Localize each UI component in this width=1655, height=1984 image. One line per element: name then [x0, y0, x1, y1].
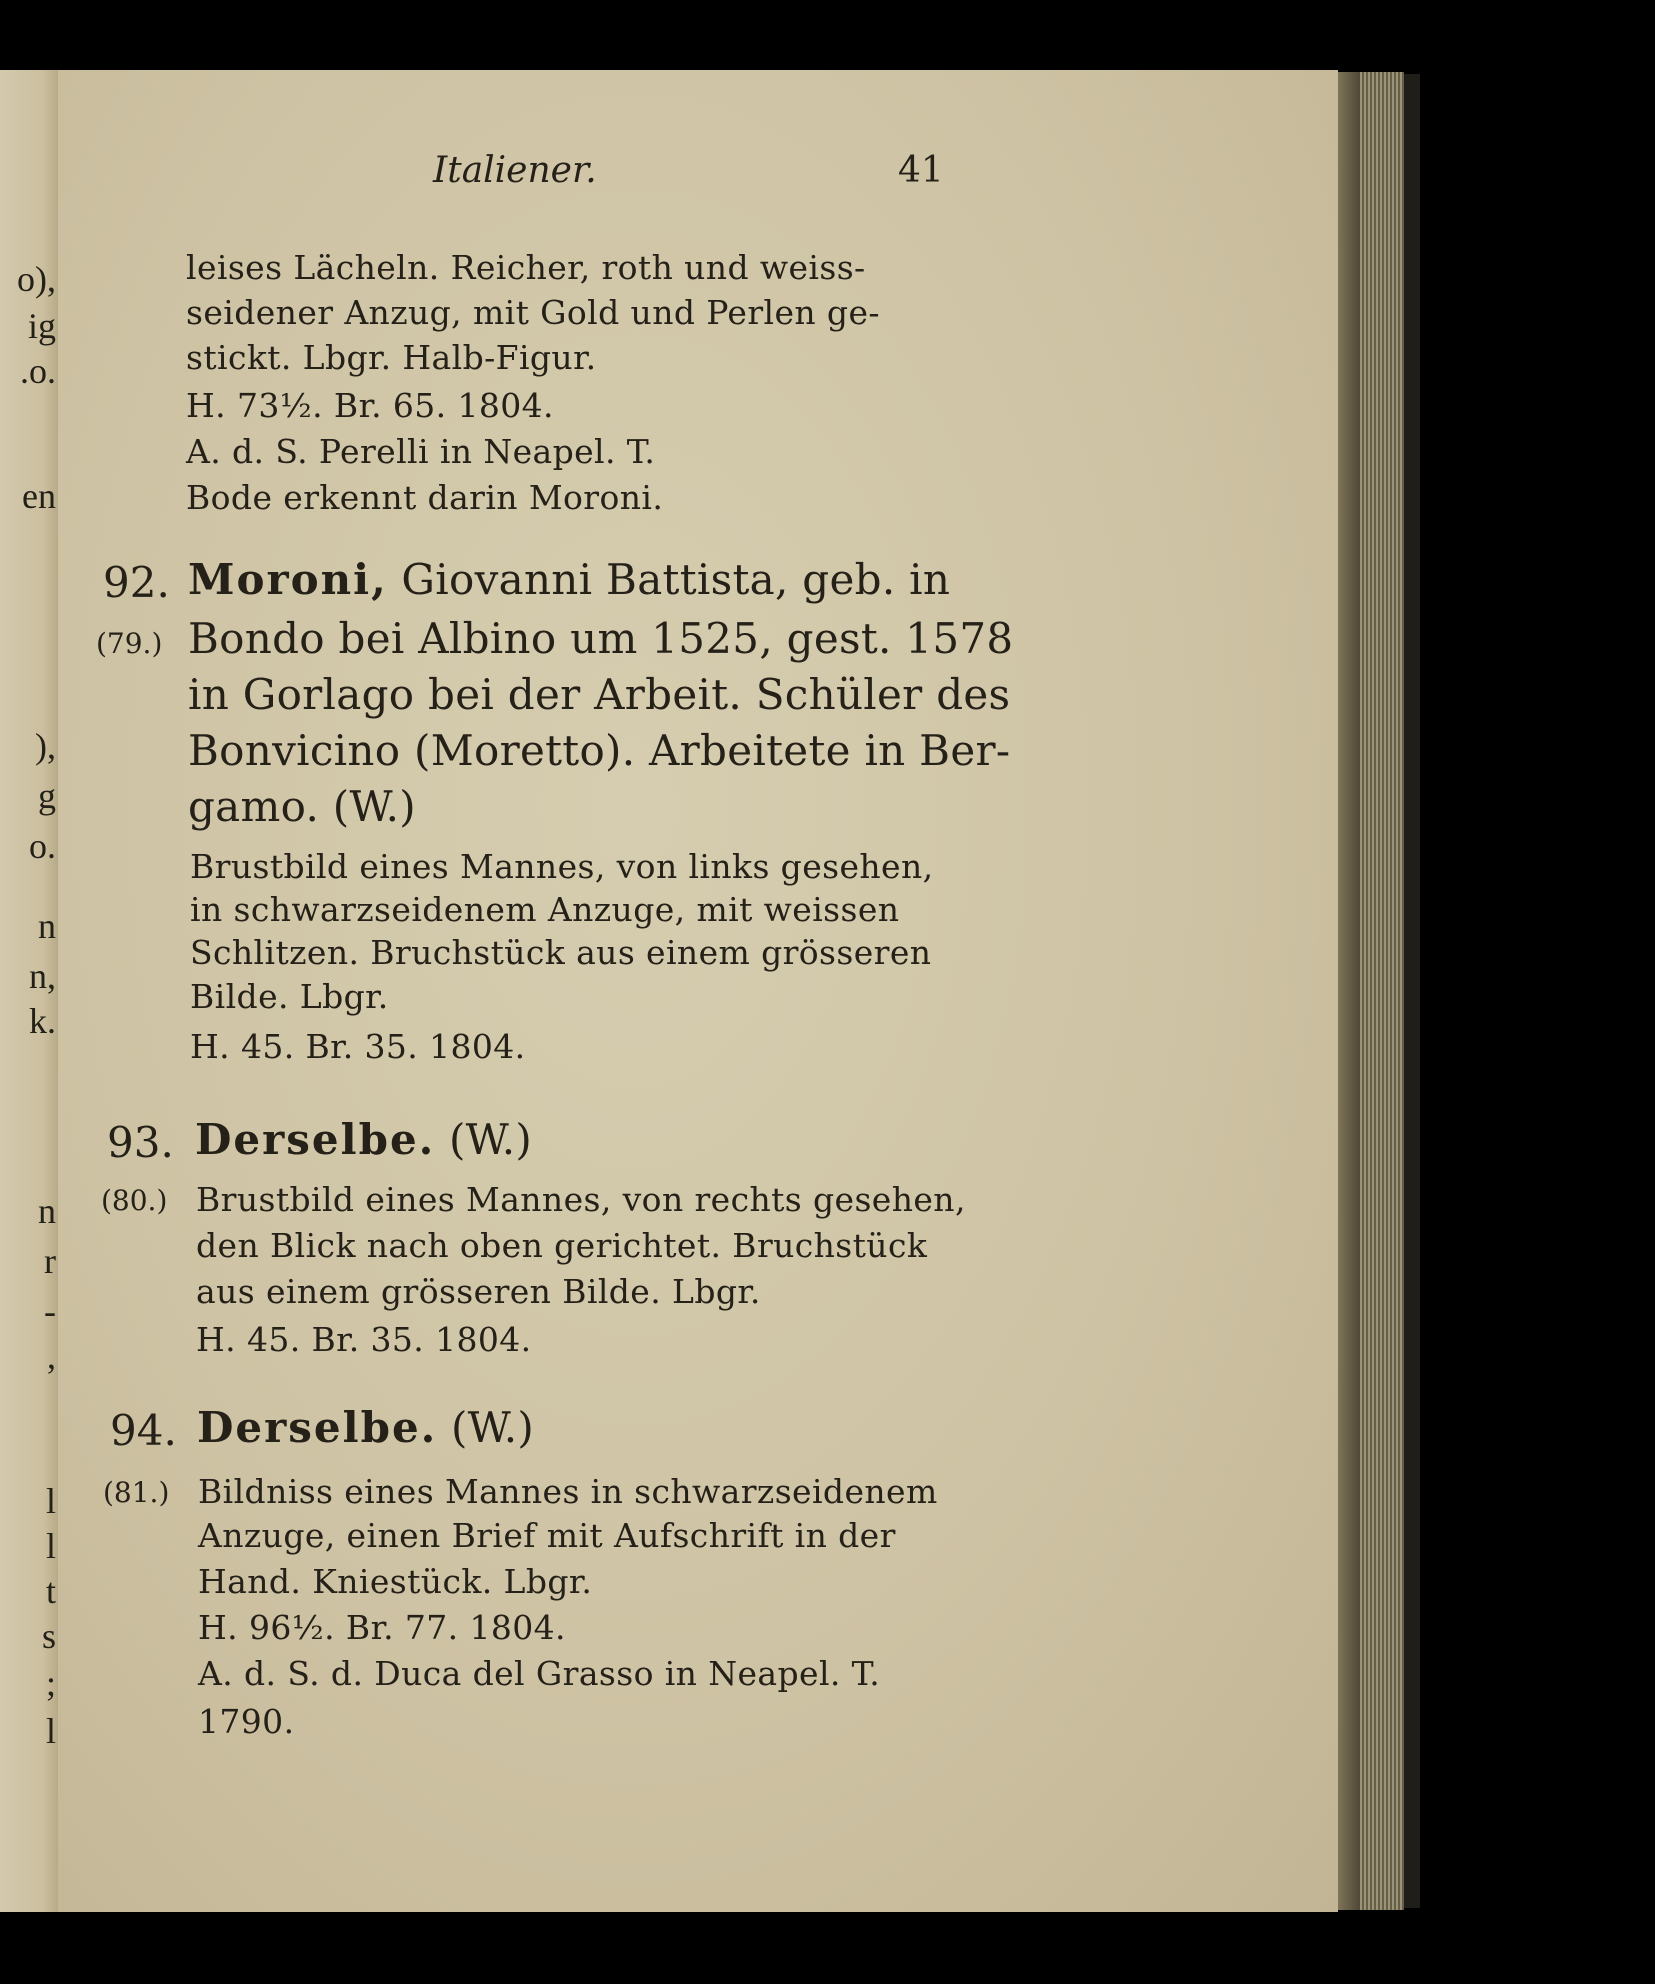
- facing-page-fragment: s: [41, 1616, 56, 1656]
- facing-page-fragment: ,: [47, 1336, 56, 1376]
- entry-heading-line: [195, 1115, 532, 1164]
- entry-heading-line: Bondo bei Albino um 1525, gest. 1578: [188, 614, 1014, 663]
- book-cover-edge: [1404, 74, 1420, 1908]
- artist-details: Giovanni Battista, geb. in: [401, 555, 951, 604]
- entry-number: 94.: [110, 1406, 177, 1455]
- old-entry-number: (81.): [103, 1476, 170, 1509]
- facing-page-edge: [0, 70, 58, 1912]
- text-line: in schwarzseidenem Anzuge, mit weissen: [190, 890, 900, 929]
- facing-page-fragment: t: [45, 1571, 56, 1611]
- text-line: aus einem grösseren Bilde. Lbgr.: [196, 1272, 761, 1311]
- text-line: H. 45. Br. 35. 1804.: [190, 1027, 526, 1066]
- page-number: 41: [898, 150, 944, 191]
- facing-page-fragment: en: [22, 476, 56, 516]
- entry-heading-line: Bonvicino (Moretto). Arbeitete in Ber-: [188, 726, 1011, 775]
- text-line: Brustbild eines Mannes, von rechts gesehen,: [196, 1180, 966, 1219]
- entry-source: (W.): [448, 1115, 533, 1164]
- text-line: Schlitzen. Bruchstück aus einem grösseren: [190, 933, 932, 972]
- text-line: A. d. S. d. Duca del Grasso in Neapel. T.: [198, 1654, 881, 1693]
- entry-source: (W.): [450, 1403, 535, 1452]
- text-line: Anzuge, einen Brief mit Aufschrift in der: [198, 1516, 896, 1555]
- facing-page-fragment: k.: [29, 1001, 56, 1041]
- facing-page-fragment: r: [44, 1241, 56, 1281]
- old-entry-number: (80.): [101, 1184, 168, 1217]
- text-line: H. 96½. Br. 77. 1804.: [198, 1608, 566, 1647]
- running-title: Italiener.: [433, 150, 597, 191]
- scan-background: [58, 1912, 1428, 1984]
- artist-name: Derselbe.: [195, 1115, 436, 1164]
- text-line: H. 73½. Br. 65. 1804.: [186, 386, 554, 425]
- facing-page-fragment: o),: [17, 259, 56, 299]
- facing-page-fragment: -: [44, 1291, 56, 1331]
- text-line: Bode erkennt darin Moroni.: [186, 478, 664, 517]
- text-line: 1790.: [198, 1702, 295, 1741]
- facing-page-fragment: n: [38, 1191, 56, 1231]
- text-line: Brustbild eines Mannes, von links gesehen,: [190, 847, 934, 886]
- text-line: H. 45. Br. 35. 1804.: [196, 1320, 532, 1359]
- text-line: stickt. Lbgr. Halb-Figur.: [186, 338, 597, 377]
- entry-heading-line: [197, 1403, 534, 1452]
- text-line: den Blick nach oben gerichtet. Bruchstück: [196, 1226, 928, 1265]
- entry-number: 92.: [103, 558, 170, 607]
- facing-page-fragment: n: [38, 906, 56, 946]
- facing-page-fragment: o.: [29, 826, 56, 866]
- text-line: Bildniss eines Mannes in schwarzseidenem: [198, 1472, 938, 1511]
- page-gutter-shadow: [1338, 72, 1360, 1910]
- facing-page-fragment: ;: [45, 1663, 56, 1703]
- facing-page-fragment: ig: [27, 306, 56, 346]
- entry-heading-line: gamo. (W.): [188, 782, 416, 831]
- facing-page-fragment: l: [45, 1711, 56, 1751]
- text-line: leises Lächeln. Reicher, roth und weiss-: [186, 248, 866, 287]
- text-line: A. d. S. Perelli in Neapel. T.: [186, 432, 656, 471]
- entry-heading-line: [188, 555, 950, 604]
- entry-heading-line: in Gorlago bei der Arbeit. Schüler des: [188, 670, 1011, 719]
- page-stack-edge: [1360, 72, 1404, 1910]
- artist-name: Moroni,: [188, 555, 388, 604]
- facing-page-fragment: .o.: [20, 351, 56, 391]
- old-entry-number: (79.): [96, 627, 163, 660]
- text-line: Hand. Kniestück. Lbgr.: [198, 1562, 593, 1601]
- facing-page-fragment: ),: [35, 726, 56, 766]
- entry-number: 93.: [107, 1118, 174, 1167]
- artist-name: Derselbe.: [197, 1403, 438, 1452]
- facing-page-fragment: n,: [29, 956, 56, 996]
- facing-page-fragment: l: [45, 1526, 56, 1566]
- text-line: Bilde. Lbgr.: [190, 977, 389, 1016]
- facing-page-fragment: l: [45, 1481, 56, 1521]
- facing-page-fragment: g: [38, 776, 56, 816]
- text-line: seidener Anzug, mit Gold und Perlen ge-: [186, 293, 880, 332]
